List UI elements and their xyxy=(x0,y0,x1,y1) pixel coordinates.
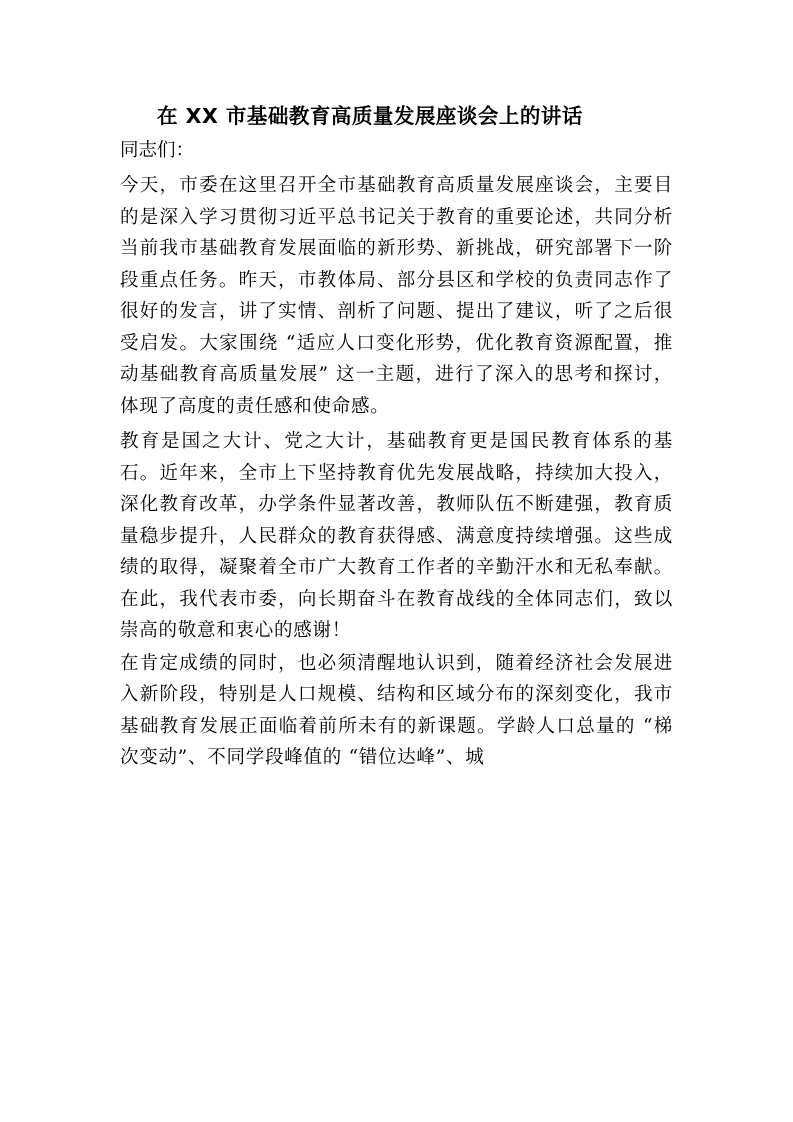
paragraph-opening: 今天，市委在这里召开全市基础教育高质量发展座谈会，主要目的是深入学习贯彻习近平总书记关于教育的重要论述，共同分析当前我市基础教育发展面临的新形势、新挑战，研究部署下一阶段重点任务。昨天，市教体局、部分县区和学校的负责同志作了很好的发言，讲了实情、剖析了问题、提出了建议，听了之后很受启发。大家围绕 “适应人口变化形势，优化教育资源配置，推动基础教育高质量发展” 这一主题，进行了深入的思考和探讨，体现了高度的责任感和使命感。 xyxy=(120,175,673,417)
document-body xyxy=(120,96,673,774)
document-title: 在 XX 市基础教育高质量发展座谈会上的讲话 xyxy=(157,104,583,128)
paragraph-achievements: 教育是国之大计、党之大计，基础教育更是国民教育体系的基石。近年来，全市上下坚持教育优先发展战略，持续加大投入，深化教育改革，办学条件显著改善，教师队伍不断建强，教育质量稳步提升，人民群众的教育获得感、满意度持续增强。这些成绩的取得，凝聚着全市广大教育工作者的辛勤汗水和无私奉献。在此，我代表市委，向长期奋斗在教育战线的全体同志们，致以崇高的敬意和衷心的感谢！ xyxy=(120,431,673,641)
salutation: 同志们： xyxy=(120,140,195,161)
paragraph-challenges: 在肯定成绩的同时，也必须清醒地认识到，随着经济社会发展进入新阶段，特别是人口规模、结构和区域分布的深刻变化，我市基础教育发展正面临着前所未有的新课题。学龄人口总量的 “梯次变动”、不同学段峰值的 “错位达峰”、城 xyxy=(120,652,673,768)
